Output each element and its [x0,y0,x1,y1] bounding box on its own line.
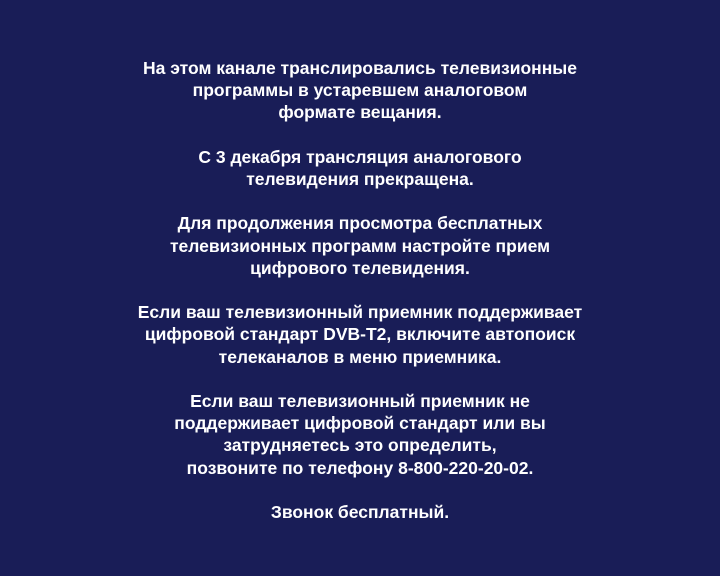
notice-line: Если ваш телевизионный приемник поддерживает [137,302,583,323]
notice-paragraph-dvb-t2 [0,301,720,368]
notice-line: программы в устаревшем аналоговом [192,80,528,101]
notice-paragraph-setup-digital [0,212,720,279]
notice-line: С 3 декабря трансляция аналогового [198,146,522,167]
notice-paragraph-hotline [0,390,720,479]
notice-line: Если ваш телевизионный приемник не [190,390,530,411]
notice-paragraph-analog-format [0,57,720,124]
notice-line: Звонок бесплатный. [270,501,450,522]
notice-line: формате вещания. [278,102,442,123]
notice-line: поддерживает цифровой стандарт или вы [174,413,546,434]
notice-paragraph-shutdown-date [0,146,720,190]
notice-line: телевидения прекращена. [246,169,474,189]
notice-line: телевизионных программ настройте прием [169,235,551,256]
phone-number-line: позвоните по телефону 8-800-220-20-02. [186,457,534,478]
notice-line: На этом канале транслировались телевизионные [143,58,577,78]
notice-paragraph-free-call [0,501,720,523]
notice-line: цифрового телевидения. [250,257,470,278]
notice-line: Для продолжения просмотра бесплатных [177,213,543,234]
notice-line: цифровой стандарт DVB-T2, включите автопоиск [144,324,576,345]
notice-line: затрудняетесь это определить, [223,435,497,456]
notice-line: телеканалов в меню приемника. [218,346,502,367]
notice-message [0,57,720,523]
